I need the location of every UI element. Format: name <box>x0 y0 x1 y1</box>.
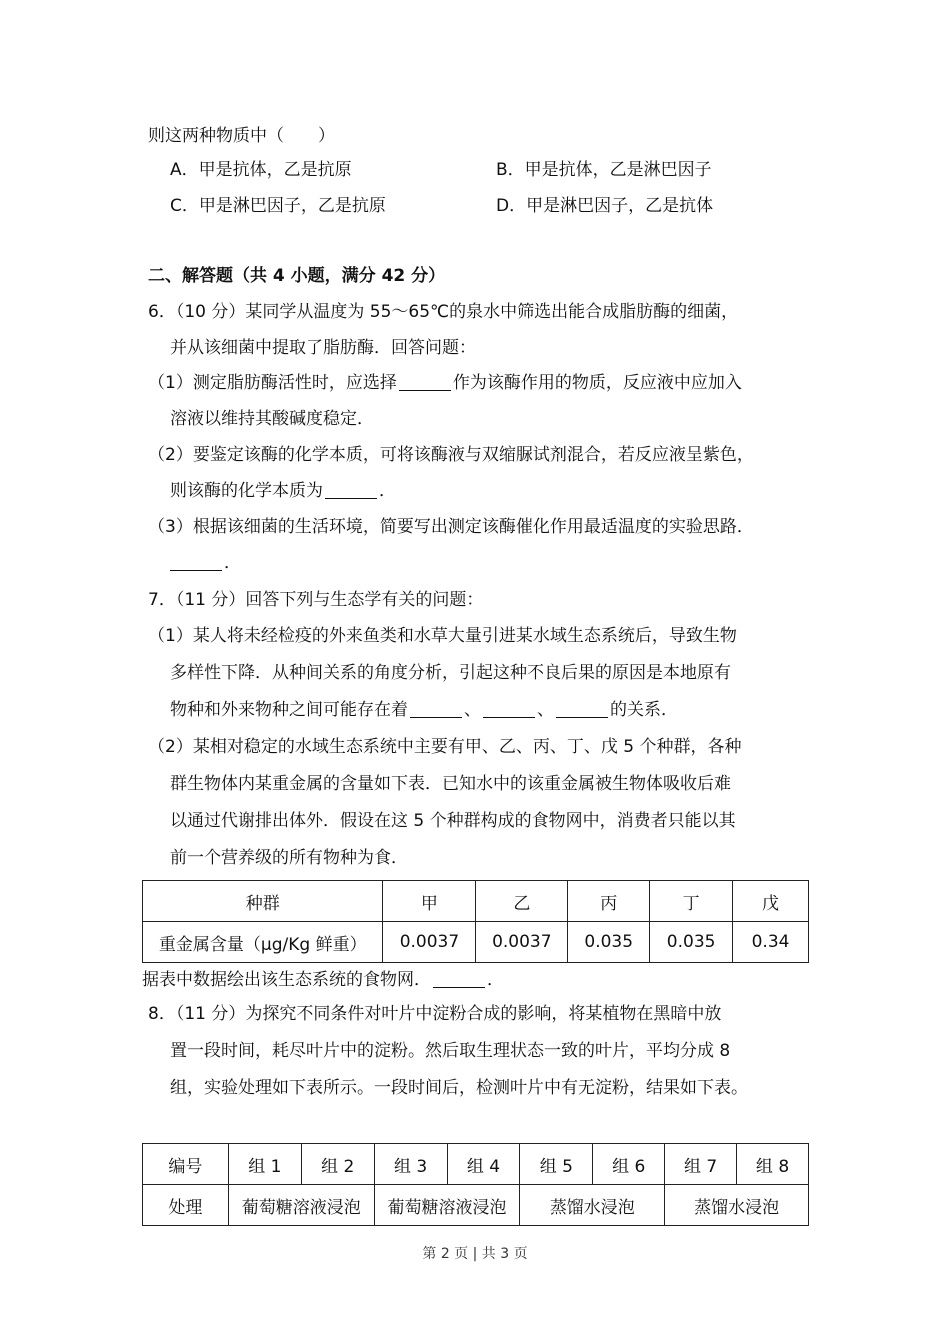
page-footer: 第 2 页 | 共 3 页 <box>422 1246 528 1262</box>
q6-part-3-cont: ． <box>170 550 241 576</box>
q6-part-1: （1）测定脂肪酶活性时，应选择 作为该酶作用的物质，反应液中应加入 <box>148 373 742 393</box>
table-row <box>143 1185 809 1226</box>
q6-line-2: 并从该细菌中提取了脂肪酶．回答问题： <box>170 338 476 358</box>
q7-part-1: （1）某人将未经检疫的外来鱼类和水草大量引进某水域生态系统后，导致生物 <box>148 626 737 646</box>
table-cell: 乙 <box>476 881 568 922</box>
q7-part-2-b: 群生物体内某重金属的含量如下表．已知水中的该重金属被生物体吸收后难 <box>170 774 731 794</box>
table-cell: 蒸馏水浸泡 <box>520 1185 665 1226</box>
table-cell: 组 4 <box>447 1144 520 1185</box>
q5-option-d: D．甲是淋巴因子，乙是抗体 <box>496 196 714 216</box>
q5-option-a: A．甲是抗体，乙是抗原 <box>170 160 352 180</box>
table-cell: 0.34 <box>733 922 809 963</box>
table-header-row <box>143 881 809 922</box>
q7-part-2-d: 前一个营养级的所有物种为食． <box>170 848 408 868</box>
q8-line-2: 置一段时间，耗尽叶片中的淀粉。然后取生理状态一致的叶片，平均分成 8 <box>170 1041 731 1061</box>
table-cell: 处理 <box>143 1185 229 1226</box>
answer-blank[interactable] <box>410 699 462 718</box>
q7-part-1-end: 物种和外来物种之间可能存在着 、 、 的关系． <box>170 700 678 720</box>
q8-line-3: 组，实验处理如下表所示。一段时间后，检测叶片中有无淀粉，结果如下表。 <box>170 1078 748 1098</box>
q6-line-1: 6．（10 分）某同学从温度为 55～65℃的泉水中筛选出能合成脂肪酶的细菌， <box>148 302 739 322</box>
q7-part-1-cont: 多样性下降．从种间关系的角度分析，引起这种不良后果的原因是本地原有 <box>170 663 731 683</box>
table-cell: 丙 <box>568 881 650 922</box>
table-cell: 编号 <box>143 1144 229 1185</box>
table-cell: 组 2 <box>301 1144 374 1185</box>
table-cell: 0.0037 <box>476 922 568 963</box>
section-heading: 二、解答题（共 4 小题，满分 42 分） <box>148 266 446 286</box>
table-cell: 种群 <box>143 881 383 922</box>
q7-part-2-c: 以通过代谢排出体外．假设在这 5 个种群构成的食物网中，消费者只能以其 <box>170 811 736 831</box>
answer-blank[interactable] <box>556 699 608 718</box>
table-cell: 组 3 <box>374 1144 447 1185</box>
answer-blank[interactable] <box>433 969 485 988</box>
q6-part-2: （2）要鉴定该酶的化学本质，可将该酶液与双缩脲试剂混合，若反应液呈紫色， <box>148 445 754 465</box>
q5-stem: 则这两种物质中（ ） <box>148 126 335 146</box>
q7-part-2: （2）某相对稳定的水域生态系统中主要有甲、乙、丙、丁、戊 5 个种群，各种 <box>148 737 742 757</box>
table-row <box>143 922 809 963</box>
heavy-metal-table <box>142 880 809 963</box>
q7-line-1: 7．（11 分）回答下列与生态学有关的问题： <box>148 590 484 610</box>
q6-part-2-cont: 则该酶的化学本质为 ． <box>170 481 396 501</box>
answer-blank[interactable] <box>399 372 451 391</box>
q5-option-c: C．甲是淋巴因子，乙是抗原 <box>170 196 386 216</box>
table-header-row <box>143 1144 809 1185</box>
experiment-table <box>142 1143 809 1226</box>
table-cell: 丁 <box>650 881 733 922</box>
table-cell: 戊 <box>733 881 809 922</box>
answer-blank[interactable] <box>483 699 535 718</box>
table-cell: 组 7 <box>665 1144 737 1185</box>
q8-line-1: 8．（11 分）为探究不同条件对叶片中淀粉合成的影响，将某植物在黑暗中放 <box>148 1004 722 1024</box>
table-cell: 组 6 <box>593 1144 665 1185</box>
q7-after-table: 据表中数据绘出该生态系统的食物网． ． <box>142 970 504 990</box>
answer-blank[interactable] <box>170 552 222 571</box>
table-cell: 甲 <box>383 881 476 922</box>
table-cell: 组 8 <box>737 1144 809 1185</box>
table-cell: 葡萄糖溶液浸泡 <box>228 1185 374 1226</box>
q6-part-1-cont: 溶液以维持其酸碱度稳定． <box>170 409 374 429</box>
table-cell: 0.035 <box>650 922 733 963</box>
table-cell: 重金属含量（μg/Kg 鲜重） <box>143 922 383 963</box>
q6-part-3: （3）根据该细菌的生活环境，简要写出测定该酶催化作用最适温度的实验思路． <box>148 517 754 537</box>
table-cell: 蒸馏水浸泡 <box>665 1185 809 1226</box>
table-cell: 组 1 <box>228 1144 301 1185</box>
table-cell: 0.035 <box>568 922 650 963</box>
table-cell: 0.0037 <box>383 922 476 963</box>
table-cell: 葡萄糖溶液浸泡 <box>374 1185 520 1226</box>
q5-option-b: B．甲是抗体，乙是淋巴因子 <box>496 160 712 180</box>
table-cell: 组 5 <box>520 1144 593 1185</box>
answer-blank[interactable] <box>325 480 377 499</box>
